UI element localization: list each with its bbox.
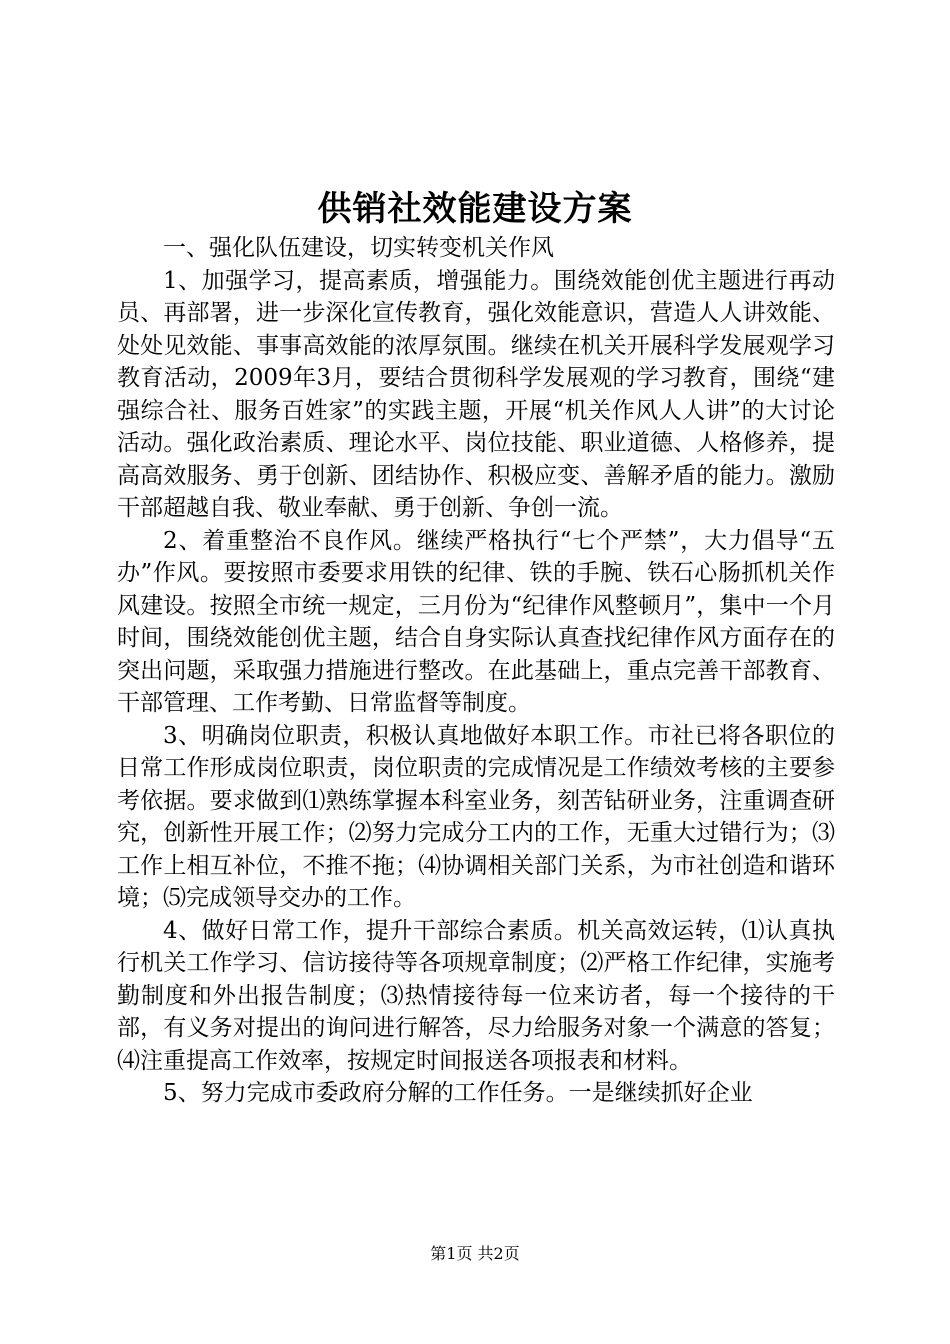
paragraph: 1、加强学习，提高素质，增强能力。围绕效能创优主题进行再动员、再部署，进一步深化宣传教育，强化效能意识，营造人人讲效能、处处见效能、事事高效能的浓厚氛围。继续在机关开展科学发展观学习教育活动，2009年3月，要结合贯彻科学发展观的学习教育，围绕“建强综合社、服务百姓家”的实践主题，开展“机关作风人人讲”的大讨论活动。强化政治素质、理论水平、岗位技能、职业道德、人格修养，提高高效服务、勇于创新、团结协作、积极应变、善解矛盾的能力。激励干部超越自我、敬业奉献、勇于创新、争创一流。 [117, 267, 835, 521]
paragraph: 3、明确岗位职责，积极认真地做好本职工作。市社已将各职位的日常工作形成岗位职责，岗位职责的完成情况是工作绩效考核的主要参考依据。要求做到⑴熟练掌握本科室业务，刻苦钻研业务，注重调查研究，创新性开展工作；⑵努力完成分工内的工作，无重大过错行为；⑶工作上相互补位，不推不拖；⑷协调相关部门关系，为市社创造和谐环境；⑸完成领导交办的工作。 [117, 722, 835, 911]
section-heading: 一、强化队伍建设，切实转变机关作风 [163, 235, 554, 261]
paragraph: 5、努力完成市委政府分解的工作任务。一是继续抓好企业 [163, 1080, 753, 1106]
paragraph: 4、做好日常工作，提升干部综合素质。机关高效运转，⑴认真执行机关工作学习、信访接待等各项规章制度；⑵严格工作纪律，实施考勤制度和外出报告制度；⑶热情接待每一位来访者，每一个接待的干部，有义务对提出的询问进行解答，尽力给服务对象一个满意的答复；⑷注重提高工作效率，按规定时间报送各项报表和材料。 [117, 917, 835, 1074]
paragraph: 2、着重整治不良作风。继续严格执行“七个严禁”，大力倡导“五办”作风。要按照市委要求用铁的纪律、铁的手腕、铁石心肠抓机关作风建设。按照全市统一规定，三月份为“纪律作风整顿月”，集中一个月时间，围绕效能创优主题，结合自身实际认真查找纪律作风方面存在的突出问题，采取强力措施进行整改。在此基础上，重点完善干部教育、干部管理、工作考勤、日常监督等制度。 [117, 527, 835, 716]
document-body [117, 232, 835, 1110]
page-footer: 第1页 共2页 [430, 1244, 520, 1263]
document-title: 供销社效能建设方案 [317, 189, 633, 229]
